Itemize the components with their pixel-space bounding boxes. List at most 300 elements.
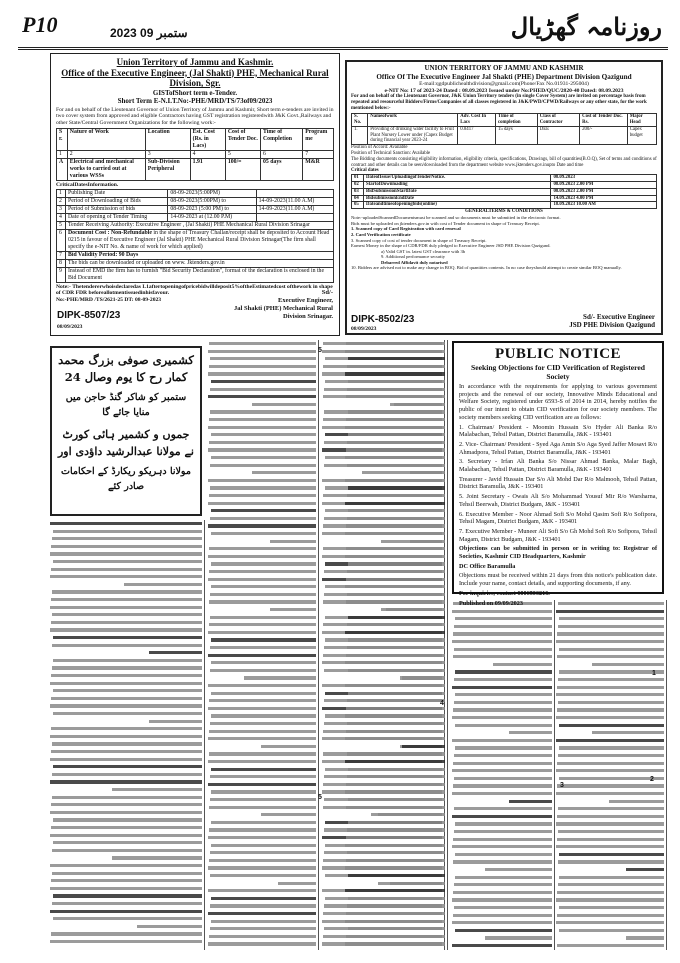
table-cell: 1 xyxy=(57,189,66,197)
table-cell: Tender Receiving Authority: Executive Engineer , (Jal Shakti) PHE Mechanical Rural Division Srinagar xyxy=(66,221,334,229)
text-line-texture xyxy=(51,879,202,882)
text-line-texture xyxy=(53,530,202,533)
text-line-texture xyxy=(51,674,202,677)
text-line-texture xyxy=(211,692,316,695)
text-line-texture xyxy=(50,735,202,738)
notice-member: 2. Vice- Chairman/ President - Syed Aga Amin S/o Aga Syed Jaffer Mosavi R/o Ahmadpora, Tehsil Pattan, District Baramulla, J&K - 193401 xyxy=(459,440,657,456)
table-header-cell: Time of completion xyxy=(495,114,537,127)
text-line-texture xyxy=(347,851,445,854)
text-line-texture xyxy=(485,936,552,939)
text-line-texture xyxy=(210,388,316,391)
terms-item: Note:-uploadedScannedDocumentsmust be scanned and so documents must be submitted in the electronic format. xyxy=(351,215,561,221)
text-line-texture xyxy=(453,632,552,635)
text-line-texture xyxy=(378,813,445,816)
terms-item: 1. Scanned copy of Card Registration with card renewal xyxy=(351,226,461,232)
text-line-texture xyxy=(345,350,445,353)
text-line-texture xyxy=(453,708,552,711)
table-cell xyxy=(256,189,333,197)
table-cell: Electrical and mechanical works to carried out at various WSSs xyxy=(67,159,145,181)
text-line-texture xyxy=(346,578,445,581)
text-line-texture xyxy=(346,524,445,527)
text-line-texture xyxy=(209,699,316,702)
text-line-texture xyxy=(346,783,445,786)
text-line-texture xyxy=(208,760,316,763)
text-line-texture xyxy=(452,921,552,924)
text-line-texture xyxy=(348,821,445,824)
ad-intro: For and on behalf of the Lieutenant Governor, J&K Union Territory tenders (in single Cover System) are invited on percentage basis from repeated and resourceful Bidders/Firms/Companies of all classes registered in J&K/PWD/CPWD/Railways or any other state, for the work mentioned below:- xyxy=(351,94,647,112)
terms-list xyxy=(351,215,657,271)
terms-item: 2. Card Verification certificate xyxy=(351,231,411,237)
text-line-texture xyxy=(410,540,445,543)
text-line-texture xyxy=(50,682,202,685)
work-table-row xyxy=(352,126,657,144)
text-line-texture xyxy=(50,575,202,578)
text-line-texture xyxy=(556,739,664,742)
text-line-texture xyxy=(592,663,664,666)
table-header-cell: Nameofwork xyxy=(368,114,458,127)
notice-enquiries: For inquiries, contact 6006506216. xyxy=(459,589,550,597)
table-cell: 3 xyxy=(145,151,190,159)
table-row xyxy=(57,213,334,221)
page-number: P10 xyxy=(22,12,58,37)
text-line-texture xyxy=(558,830,664,833)
critical-dates-label: Critical dates xyxy=(351,168,379,174)
table-row xyxy=(57,267,334,282)
text-line-texture xyxy=(347,623,445,626)
table-cell: BidSubmissionStartDate xyxy=(364,188,551,195)
ad-signature xyxy=(234,289,333,321)
text-line-texture xyxy=(452,815,552,818)
text-line-texture xyxy=(348,927,445,930)
text-line-texture xyxy=(210,464,316,467)
column-number: 4 xyxy=(440,700,444,707)
text-line-texture xyxy=(454,754,552,757)
table-row xyxy=(57,205,334,213)
text-line-texture xyxy=(453,860,552,863)
text-line-texture xyxy=(455,929,552,932)
table-cell: 200/- xyxy=(580,126,628,144)
general-terms-label: GENERALTERMS & CONDITIONS xyxy=(465,209,543,215)
text-line-texture xyxy=(51,621,202,624)
ad-ref: No:-PHE/MRD /TS/2621-25 DT: 08-09-2023 xyxy=(56,297,162,304)
text-line-texture xyxy=(378,882,445,885)
text-line-texture xyxy=(209,828,316,831)
text-line-texture xyxy=(211,638,316,641)
table-header-cell: Est. Cost (Rs. in Lacs) xyxy=(190,129,225,151)
text-line-texture xyxy=(124,583,202,586)
text-line-texture xyxy=(556,792,664,795)
text-line-texture xyxy=(209,547,316,550)
table-cell: DateofIssue/UploadingofTenderNotice. xyxy=(364,175,551,182)
table-cell: 8 xyxy=(57,259,66,267)
text-line-texture xyxy=(209,600,316,603)
text-line-texture xyxy=(557,708,664,711)
headline-line: مولانا دہریکو ریکارڈ کے احکامات صادر کئے xyxy=(61,466,191,492)
text-line-texture xyxy=(52,644,202,647)
column-number: 5 xyxy=(318,794,322,801)
table-cell: 1. xyxy=(352,126,368,144)
text-line-texture xyxy=(52,666,202,669)
text-line-texture xyxy=(345,585,445,588)
text-line-texture xyxy=(50,628,202,631)
text-line-texture xyxy=(493,663,552,666)
text-line-texture xyxy=(559,670,664,673)
ad-heading-ut: Union Territory of Jammu and Kashmir. xyxy=(116,57,274,67)
text-line-texture xyxy=(345,889,445,892)
table-cell: 1 xyxy=(57,151,68,159)
text-line-texture xyxy=(210,616,316,619)
text-line-texture xyxy=(50,758,202,761)
text-line-texture xyxy=(211,380,316,383)
text-line-texture xyxy=(209,494,316,497)
text-line-texture xyxy=(210,517,316,520)
text-line-texture xyxy=(261,745,316,748)
text-line-texture xyxy=(210,410,316,413)
notice-objections: Objections can be submitted in person or in writing to: Registrar of Societies, Kashmir CID Headquarters, Kashmir xyxy=(459,545,657,561)
text-line-texture xyxy=(51,826,202,829)
text-line-texture xyxy=(52,613,202,616)
text-line-texture xyxy=(210,486,316,489)
public-notice xyxy=(452,341,664,607)
notice-closing: Objections must be received within 21 days from this notice's publication date. Include your name, contact details, and supporting documents, if any. xyxy=(459,572,657,588)
tender-ad-mechanical-rural xyxy=(50,53,340,336)
text-line-texture xyxy=(509,731,552,734)
critical-dates-table xyxy=(351,174,657,209)
text-line-texture xyxy=(346,448,445,451)
text-line-texture xyxy=(51,545,202,548)
text-line-texture xyxy=(348,410,445,413)
text-line-texture xyxy=(455,876,552,879)
table-row xyxy=(352,175,657,182)
text-line-texture xyxy=(52,773,202,776)
text-line-texture xyxy=(454,777,552,780)
table-cell: Instead of EMD the firm has to furnish "Bid Security Declaration", format of the declaration is enclosed in the Bid Document xyxy=(66,267,334,282)
text-line-texture xyxy=(345,844,445,847)
text-line-texture xyxy=(50,552,202,555)
text-line-texture xyxy=(208,395,316,398)
text-line-texture xyxy=(557,944,664,947)
table-cell: M&R xyxy=(303,159,334,181)
text-line-texture xyxy=(53,689,202,692)
text-line-texture xyxy=(210,798,316,801)
text-line-texture xyxy=(211,790,316,793)
newspaper-name: روزنامہ گھڑیال xyxy=(510,12,662,41)
text-line-texture xyxy=(53,841,202,844)
text-line-texture xyxy=(209,418,316,421)
critical-dates-label: CriticalDatesInformation. xyxy=(56,182,119,189)
text-line-texture xyxy=(453,784,552,787)
text-line-texture xyxy=(455,693,552,696)
text-line-texture xyxy=(345,661,445,664)
table-cell: BidsubmissionEndDate xyxy=(364,195,551,202)
text-line-texture xyxy=(209,730,316,733)
text-line-texture xyxy=(50,940,202,943)
table-cell: DEE xyxy=(537,126,579,144)
text-line-texture xyxy=(210,775,316,778)
masthead-date xyxy=(110,26,188,40)
text-line-texture xyxy=(347,517,445,520)
text-line-texture xyxy=(453,655,552,658)
text-line-texture xyxy=(556,921,664,924)
text-line-texture xyxy=(557,784,664,787)
text-line-texture xyxy=(454,830,552,833)
text-line-texture xyxy=(211,433,316,436)
table-header-cell: S. No. xyxy=(352,114,368,127)
text-line-texture xyxy=(345,456,445,459)
table-header-cell: Cost of Tender Doc. xyxy=(225,129,260,151)
text-line-texture xyxy=(208,502,316,505)
text-line-texture xyxy=(210,904,316,907)
text-line-texture xyxy=(345,714,445,717)
text-line-texture xyxy=(348,692,445,695)
text-line-texture xyxy=(348,433,445,436)
text-line-texture xyxy=(452,739,552,742)
text-line-texture xyxy=(50,780,202,783)
text-line-texture xyxy=(558,754,664,757)
notice-intro: In accordance with the requirements for applying to various government projects and the renewal of our society, Innovative Minds Educational and Welfare Society, registered under 6593-S of 2014 in 2014, hereby notifies the public of our intent to obtain CID verification for our society members. The society members seeking CID verification are as follows: xyxy=(459,383,657,421)
text-line-texture xyxy=(558,860,664,863)
column-rule xyxy=(666,600,667,950)
table-cell xyxy=(66,229,334,251)
date-month: ستمبر xyxy=(156,26,188,40)
text-line-texture xyxy=(208,783,316,786)
text-line-texture xyxy=(348,380,445,383)
text-line-texture xyxy=(53,636,202,639)
text-line-texture xyxy=(149,651,202,654)
ad-heading-ut: UNION TERRITORY OF JAMMU AND KASHMIR xyxy=(424,64,584,72)
table-cell: 14.09.2023 4.00 PM xyxy=(551,195,657,202)
table-row xyxy=(57,189,334,197)
text-line-texture xyxy=(347,775,445,778)
text-line-texture xyxy=(452,686,552,689)
text-line-texture xyxy=(347,365,445,368)
text-line-texture xyxy=(346,547,445,550)
text-line-texture xyxy=(348,616,445,619)
ad-heading-nit: Short Term E-N.I.T.No:-PHE/MRD/TS/73of09/2023 xyxy=(117,97,273,105)
column-rule xyxy=(554,600,555,950)
doc-cost-label: Document Cost : Non-Refundable xyxy=(68,229,152,236)
text-line-texture xyxy=(270,540,316,543)
text-line-texture xyxy=(345,942,445,945)
text-line-texture xyxy=(559,777,664,780)
text-line-texture xyxy=(345,866,445,869)
text-line-texture xyxy=(347,494,445,497)
text-line-texture xyxy=(209,441,316,444)
text-line-texture xyxy=(208,448,316,451)
signature-line: JSD PHE Division Qazigund xyxy=(569,321,655,329)
table-cell: 0.8417 xyxy=(458,126,496,144)
text-line-texture xyxy=(556,822,664,825)
text-line-texture xyxy=(51,697,202,700)
text-line-texture xyxy=(345,631,445,634)
table-cell: Sub-Division Peripheral xyxy=(145,159,190,181)
table-cell: Date of opening of Tender Timing xyxy=(66,213,168,221)
text-line-texture xyxy=(52,902,202,905)
text-line-texture xyxy=(485,868,552,871)
text-line-texture xyxy=(53,765,202,768)
table-cell: 01 xyxy=(352,175,364,182)
text-line-texture xyxy=(208,707,316,710)
text-line-texture xyxy=(252,471,316,474)
text-line-texture xyxy=(348,509,445,512)
text-line-texture xyxy=(210,927,316,930)
text-line-texture xyxy=(208,889,316,892)
text-line-texture xyxy=(556,640,664,643)
table-row xyxy=(57,251,334,259)
text-line-texture xyxy=(50,606,202,609)
text-line-texture xyxy=(208,866,316,869)
table-cell: 05 xyxy=(352,202,364,209)
table-header-cell: Program me xyxy=(303,129,334,151)
text-line-texture xyxy=(402,745,445,748)
ad-nit: e-NIT No: 17 of 2023-24 Dated : 08.09.2023 Issued under No:PHED/QUC/2820-40 Dated: 08.09.2023 xyxy=(384,87,624,94)
text-line-texture xyxy=(556,898,664,901)
table-cell: 14-09-2023 at (12.00 P.M) xyxy=(168,213,256,221)
text-line-texture xyxy=(51,932,202,935)
work-table xyxy=(56,128,334,181)
text-line-texture xyxy=(51,568,202,571)
text-line-texture xyxy=(345,737,445,740)
text-line-texture xyxy=(208,479,316,482)
text-line-texture xyxy=(347,646,445,649)
text-line-texture xyxy=(209,752,316,755)
terms-item: a) Valid GST in. latest GST clearance with 3b xyxy=(381,248,466,254)
ad-dated: 08/09/2023 xyxy=(57,324,83,330)
text-line-texture xyxy=(209,935,316,938)
position-of-sanction: Position of Technical Sanction: Available xyxy=(351,150,431,156)
terms-item: 9. Additional performance security xyxy=(381,254,446,260)
column-rule xyxy=(204,520,205,950)
notice-member: 3. Secretary - Irfan Ali Banka S/o Nissar Ahmad Banka, Malar Bagh, Malabachan, Tehsil Pattan, District Baramulla, J&K - 193401 xyxy=(459,458,657,474)
text-line-texture xyxy=(50,704,202,707)
text-line-texture xyxy=(209,365,316,368)
table-row xyxy=(57,221,334,229)
text-line-texture xyxy=(455,853,552,856)
text-line-texture xyxy=(556,769,664,772)
ad-heading-office: Office Of The Executive Engineer Jal Shakti (PHE) Department Division Qazigund xyxy=(376,72,632,81)
ad-note: Note:- Thetendererwhoisdeclaredas L1aftertopeningofpricebidwilldeposit5%oftheEstimatedcost ofthework in shape of CDR FDR beforeallotmentissuedinhisfavour. xyxy=(56,283,333,297)
text-line-texture xyxy=(452,898,552,901)
text-line-texture xyxy=(452,716,552,719)
headline-line: کشمیری صوفی بزرگ محمد کمار رح کا یوم وصال 24 xyxy=(58,353,194,384)
table-cell: StartofDownloading xyxy=(364,181,551,188)
work-table-numbers xyxy=(57,151,334,159)
text-line-texture xyxy=(137,925,202,928)
table-header-cell: Nature of Work xyxy=(67,129,145,151)
dipk-number: DIPK-8502/23 xyxy=(351,314,415,325)
text-line-texture xyxy=(345,426,445,429)
table-cell: 08-09-2023(5:00PM) xyxy=(168,189,256,197)
terms-item: Bids must be uploaded on jktenders.gov.in with cost of Tender document in shape of Treasury Receipt. xyxy=(351,220,540,226)
text-line-texture xyxy=(452,792,552,795)
table-row xyxy=(352,195,657,202)
text-line-texture xyxy=(559,853,664,856)
urdu-headline-box xyxy=(50,346,202,516)
table-header-cell: Time of Completion xyxy=(260,129,302,151)
text-line-texture xyxy=(345,479,445,482)
table-cell: The bids can be downloaded or uploaded on www. Jktenders.gov.in xyxy=(66,259,334,267)
text-line-texture xyxy=(454,906,552,909)
column-number: 3 xyxy=(560,782,564,789)
table-cell: 18.09.2023 10.00 AM xyxy=(551,202,657,209)
table-cell: 9 xyxy=(57,267,66,282)
text-line-texture xyxy=(346,342,445,345)
notice-member: 6. Executive Member - Noor Ahmad Sofi S/o Mohd Qasim Sofi R/o Sofipora, Tehsil Magam, District Budgam, J&K - 193401 xyxy=(459,510,657,526)
column-rule xyxy=(447,340,448,950)
text-line-texture xyxy=(208,654,316,657)
table-row xyxy=(352,202,657,209)
text-line-texture xyxy=(211,509,316,512)
table-cell: 5 xyxy=(57,221,66,229)
text-line-texture xyxy=(348,874,445,877)
text-line-texture xyxy=(557,838,664,841)
text-line-texture xyxy=(453,838,552,841)
ad-signature xyxy=(569,313,655,329)
table-header-cell: Location xyxy=(145,129,190,151)
table-cell: 02 xyxy=(352,181,364,188)
column-rule xyxy=(318,340,319,950)
text-line-texture xyxy=(347,593,445,596)
text-line-texture xyxy=(452,769,552,772)
text-line-texture xyxy=(52,872,202,875)
text-line-texture xyxy=(557,686,664,689)
text-line-texture xyxy=(453,891,552,894)
text-line-texture xyxy=(50,887,202,890)
text-line-texture xyxy=(452,610,552,613)
text-line-texture xyxy=(557,655,664,658)
text-line-texture xyxy=(346,654,445,657)
table-cell: 3 xyxy=(57,205,66,213)
date-year: 2023 xyxy=(110,26,137,40)
text-line-texture xyxy=(509,800,552,803)
table-cell: 4 xyxy=(57,213,66,221)
text-line-texture xyxy=(346,395,445,398)
text-line-texture xyxy=(455,746,552,749)
ad-heading-gist: GISTofShort term e-Tender. xyxy=(152,88,238,97)
text-line-texture xyxy=(348,798,445,801)
table-cell: Capex budget xyxy=(627,126,656,144)
text-line-texture xyxy=(402,676,445,679)
text-line-texture xyxy=(347,722,445,725)
critical-dates-table xyxy=(56,189,334,283)
text-line-texture xyxy=(559,648,664,651)
text-line-texture xyxy=(210,874,316,877)
text-line-texture xyxy=(557,815,664,818)
ad-emails: E-mail:qgdpublichealthdivision@gmail.com(Phone/Fax No.01931-295004) xyxy=(419,81,589,87)
table-cell: 1.91 xyxy=(190,159,225,181)
text-line-texture xyxy=(455,822,552,825)
text-line-texture xyxy=(348,768,445,771)
text-line-texture xyxy=(51,598,202,601)
text-line-texture xyxy=(556,610,664,613)
table-cell: 100/= xyxy=(225,159,260,181)
terms-item: 10. Bidders are advised not to make any change in BOQ. Bid of quantities contents. In no case theyshould attempt to create similar BOQ manually. xyxy=(351,265,622,271)
column-number: 1 xyxy=(652,670,656,677)
table-cell: 14-09-2023(11.00 A.M) xyxy=(256,197,333,205)
text-line-texture xyxy=(112,788,202,791)
text-line-texture xyxy=(211,844,316,847)
text-line-texture xyxy=(209,623,316,626)
text-line-texture xyxy=(112,856,202,859)
text-line-texture xyxy=(348,357,445,360)
signature-line: Sd/- Executive Engineer xyxy=(583,313,655,321)
table-cell: Period of Submission of bids xyxy=(66,205,168,213)
text-line-texture xyxy=(558,883,664,886)
table-row xyxy=(57,229,334,251)
text-line-texture xyxy=(455,670,552,673)
table-header-cell: S r. xyxy=(57,129,68,151)
table-cell: 08.09.2023 2.00 PM xyxy=(551,188,657,195)
